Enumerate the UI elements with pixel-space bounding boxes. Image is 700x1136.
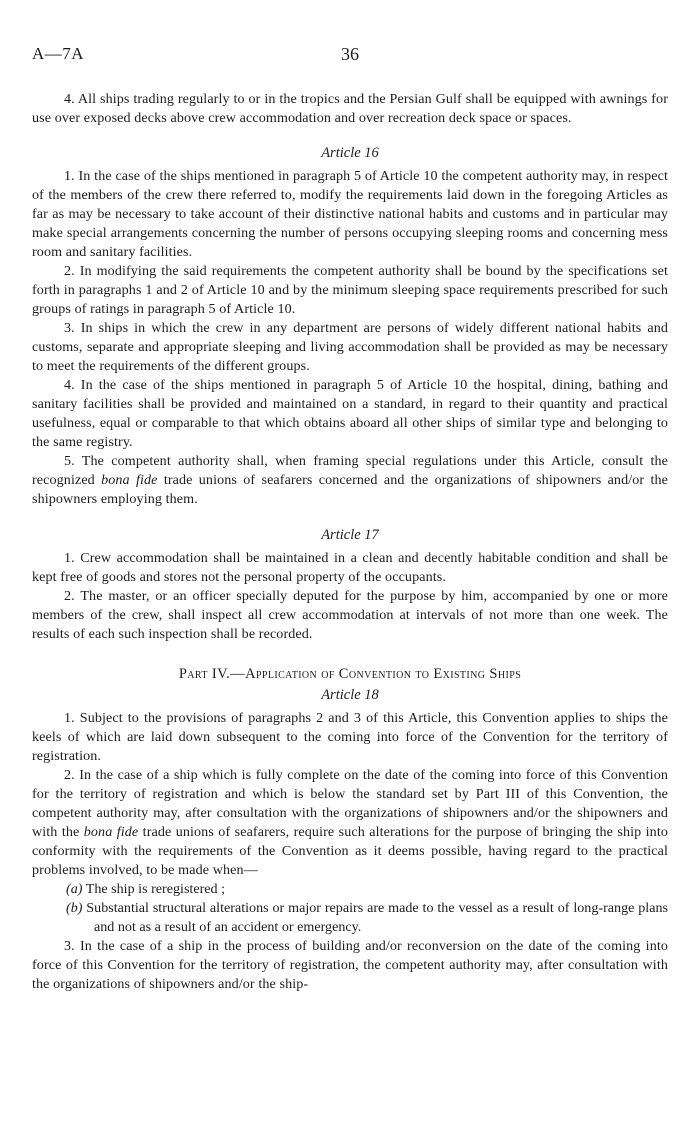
italic-term: bona fide bbox=[83, 824, 139, 840]
article-17-heading: Article 17 bbox=[321, 527, 379, 543]
item-label: (b) bbox=[66, 900, 83, 916]
article-16-paragraph-3: 3. In ships in which the crew in any department are persons of widely different national habits and customs, separate and appropriate sleeping and living accommodation shall be provided as may be necessary to meet the requirements of the different groups. bbox=[32, 320, 668, 374]
article-18-paragraph-2 bbox=[32, 766, 668, 880]
page-reference: A—7A bbox=[32, 44, 85, 63]
item-text: The ship is reregistered ; bbox=[82, 881, 226, 897]
article-16-heading: Article 16 bbox=[321, 145, 379, 161]
paragraph-tropics-awnings: 4. All ships trading regularly to or in the tropics and the Persian Gulf shall be equipped with awnings for use over exposed decks above crew accommodation and over recreation deck space or spaces. bbox=[32, 91, 668, 126]
item-label: (a) bbox=[66, 881, 83, 897]
article-17-paragraph-1: 1. Crew accommodation shall be maintained in a clean and decently habitable condition and shall be kept free of goods and stores not the personal property of the occupants. bbox=[32, 550, 668, 585]
document-body bbox=[32, 90, 668, 994]
text-run: trade unions of seafarers concerned and the organizations of shipowners and/or the shipowners employing them. bbox=[32, 472, 668, 507]
text-run: 5. The competent authority shall, when framing special regulations under this Article, consult the recognized bbox=[32, 453, 668, 488]
list-item-a bbox=[32, 880, 668, 899]
italic-term: bona fide bbox=[101, 472, 158, 488]
list-item-b bbox=[32, 899, 668, 937]
item-text: Substantial structural alterations or major repairs are made to the vessel as a result of long-range plans and not as a result of an accident or emergency. bbox=[82, 900, 668, 935]
article-17-paragraph-2: 2. The master, or an officer specially deputed for the purpose by him, accompanied by one or more members of the crew, shall inspect all crew accommodation at intervals of not more than one week. The results of each such inspection shall be recorded. bbox=[32, 588, 668, 642]
page-header bbox=[32, 44, 668, 70]
article-18-paragraph-1: 1. Subject to the provisions of paragraphs 2 and 3 of this Article, this Convention applies to ships the keels of which are laid down subsequent to the coming into force of the Convention for the territory of registration. bbox=[32, 710, 668, 764]
page-number: 36 bbox=[341, 44, 359, 64]
article-16-paragraph-5 bbox=[32, 452, 668, 509]
article-18-paragraph-3: 3. In the case of a ship in the process of building and/or reconversion on the date of the coming into force of this Convention for the territory of registration, the competent authority may, after consultation with the organizations of shipowners and/or the ship- bbox=[32, 938, 668, 992]
article-16-paragraph-2: 2. In modifying the said requirements the competent authority shall be bound by the specifications set forth in paragraphs 1 and 2 of Article 10 and by the minimum sleeping space requirements prescribed for such groups of ratings in paragraph 5 of Article 10. bbox=[32, 263, 668, 317]
text-run: 2. In the case of a ship which is fully complete on the date of the coming into force of this Convention for the territory of registration and which is below the standard set by Part III of this Convention, the competent authority may, after consultation with the organizations of shipowners and/or the shipowners and with the bbox=[32, 767, 668, 840]
part-4-heading: Part IV.—Application of Convention to Existing Ships bbox=[178, 666, 522, 682]
article-18-heading: Article 18 bbox=[321, 687, 379, 703]
text-run: trade unions of seafarers, require such alterations for the purpose of bringing the ship into conformity with the requirements of the Convention as it deems possible, having regard to the practical problems involved, to be made when— bbox=[32, 824, 668, 878]
article-16-paragraph-1: 1. In the case of the ships mentioned in paragraph 5 of Article 10 the competent authority may, in respect of the members of the crew there referred to, modify the requirements laid down in the foregoing Articles as far as may be necessary to take account of their distinctive national habits and customs and in particular may make special arrangements concerning the number of persons occupying sleeping rooms and concerning mess room and sanitary facilities. bbox=[32, 168, 668, 260]
article-16-paragraph-4: 4. In the case of the ships mentioned in paragraph 5 of Article 10 the hospital, dining, bathing and sanitary facilities shall be provided and maintained on a standard, in regard to their quantity and practical usefulness, equal or comparable to that which obtains aboard all other ships of similar type and belonging to the same registry. bbox=[32, 377, 668, 450]
